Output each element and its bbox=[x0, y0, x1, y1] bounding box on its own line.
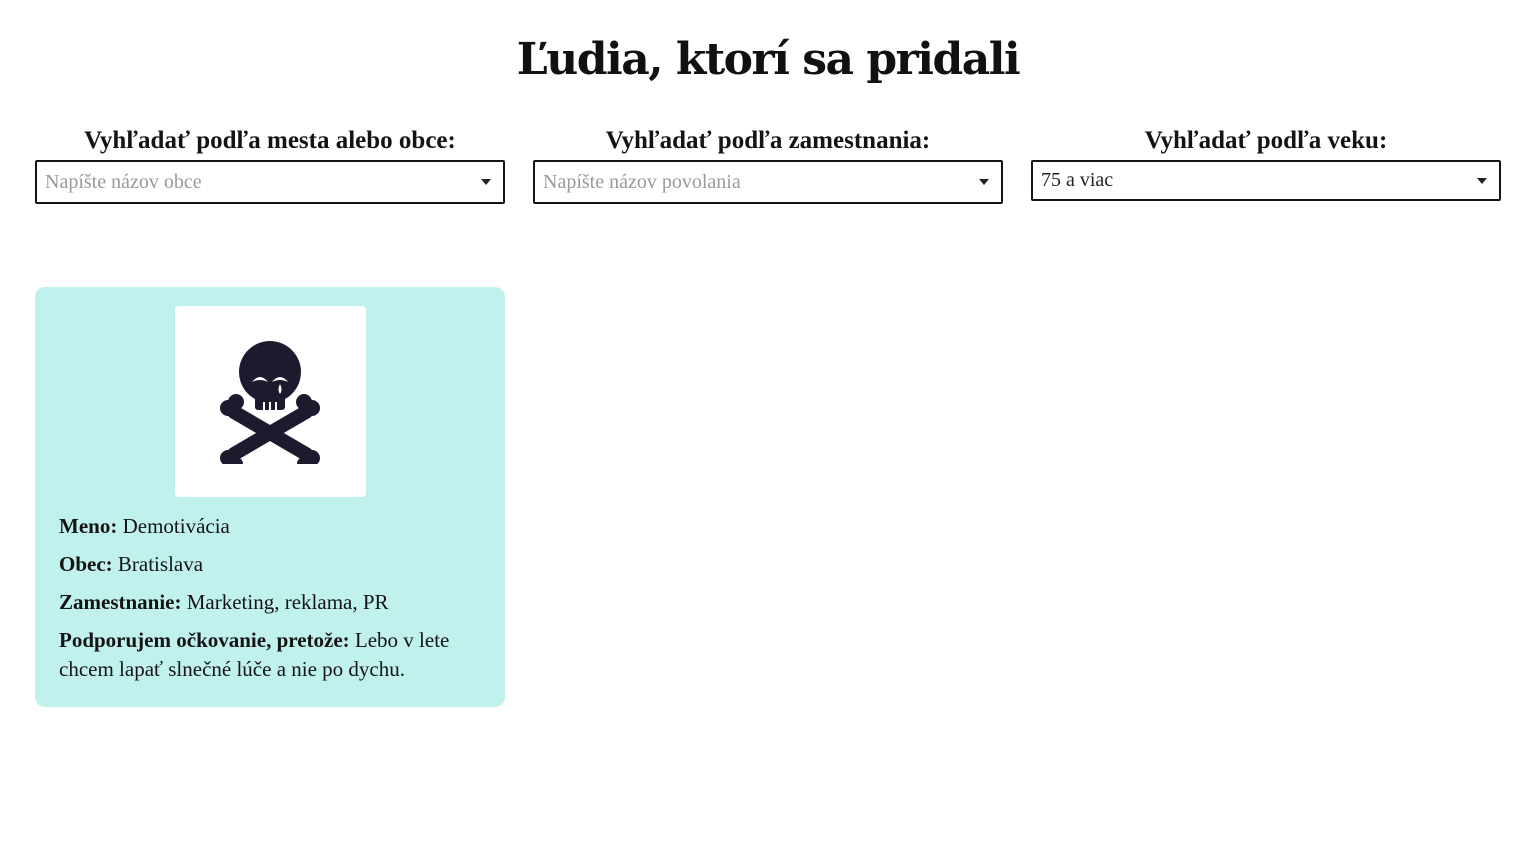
city-select-placeholder: Napíšte názov obce bbox=[45, 170, 202, 193]
person-details bbox=[59, 512, 479, 693]
chevron-down-icon[interactable] bbox=[481, 179, 491, 185]
occupation-filter bbox=[533, 124, 1003, 204]
city-filter bbox=[35, 124, 505, 204]
page-title: Ľudia, ktorí sa pridali bbox=[516, 34, 1020, 85]
city-select[interactable] bbox=[35, 160, 505, 204]
occupation-row bbox=[59, 588, 479, 617]
person-card bbox=[35, 287, 505, 707]
occupation-label: Zamestnanie: bbox=[59, 590, 182, 614]
occupation-select[interactable] bbox=[533, 160, 1003, 204]
city-value: Bratislava bbox=[117, 552, 204, 576]
name-value: Demotivácia bbox=[122, 514, 230, 538]
chevron-down-icon[interactable] bbox=[1477, 178, 1487, 184]
skull-crossbones-icon bbox=[220, 340, 320, 464]
reason-row bbox=[59, 626, 479, 684]
city-label: Obec: bbox=[59, 552, 113, 576]
chevron-down-icon[interactable] bbox=[979, 179, 989, 185]
occupation-filter-label: Vyhľadať podľa zamestnania: bbox=[605, 127, 931, 154]
city-filter-label: Vyhľadať podľa mesta alebo obce: bbox=[84, 127, 456, 154]
occupation-select-placeholder: Napíšte názov povolania bbox=[543, 170, 741, 193]
reason-label: Podporujem očkovanie, pretože: bbox=[59, 628, 350, 652]
city-row bbox=[59, 550, 479, 579]
avatar bbox=[175, 306, 366, 497]
age-select-value: 75 a viac bbox=[1041, 169, 1114, 191]
occupation-value: Marketing, reklama, PR bbox=[186, 590, 389, 614]
name-row bbox=[59, 512, 479, 541]
age-filter bbox=[1031, 124, 1501, 201]
age-select[interactable] bbox=[1031, 160, 1501, 201]
reason-value: Lebo v lete chcem lapať slnečné lúče a nie po dychu. bbox=[59, 628, 450, 681]
name-label: Meno: bbox=[59, 514, 118, 538]
age-filter-label: Vyhľadať podľa veku: bbox=[1144, 127, 1388, 154]
